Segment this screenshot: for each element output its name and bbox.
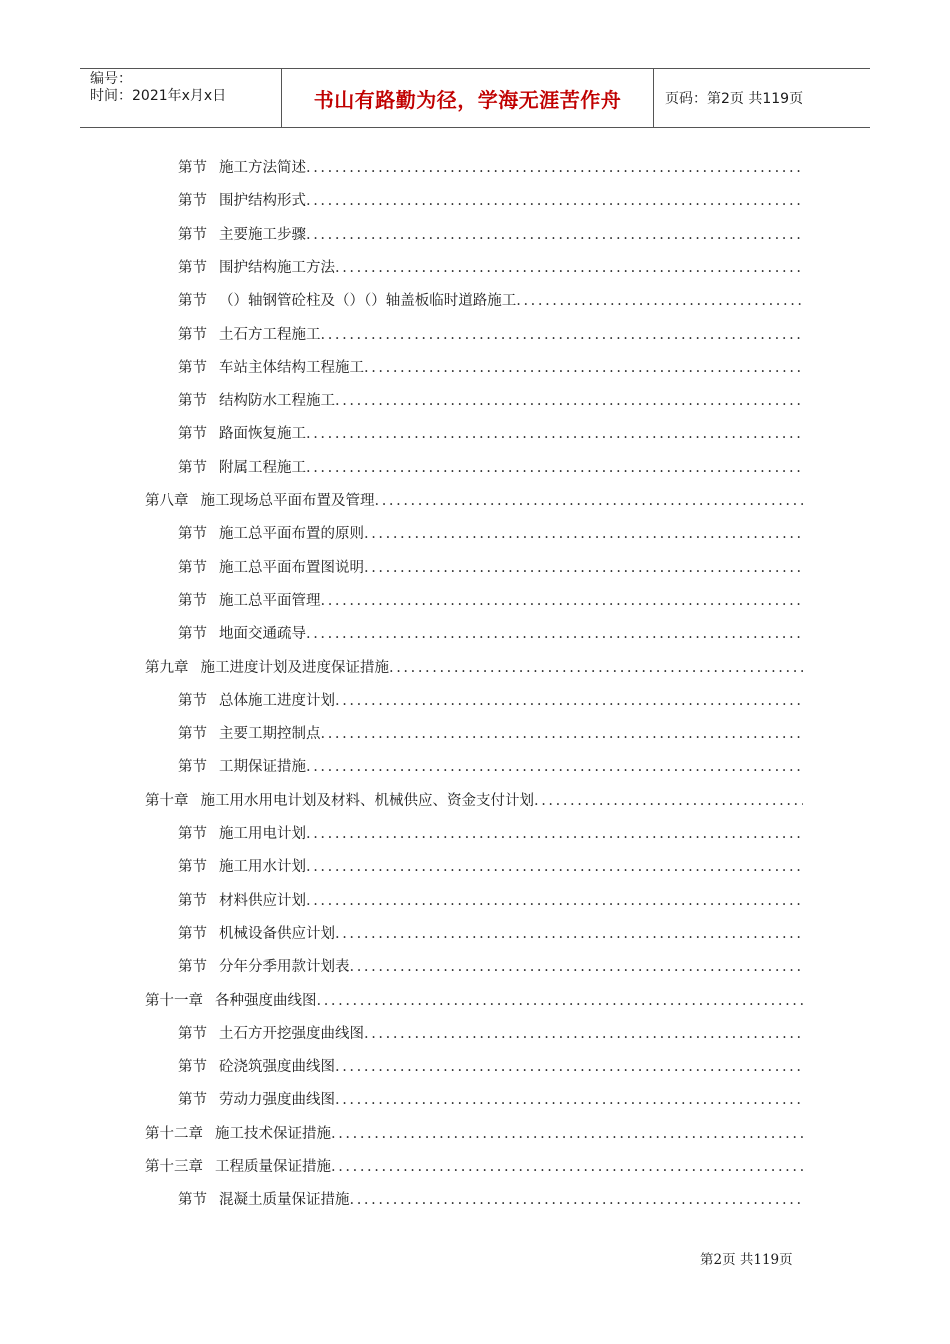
toc-entry-label: 第节 (178, 293, 207, 310)
toc-entry-title: （）轴钢管砼柱及（）（）轴盖板临时道路施工 (219, 293, 517, 310)
toc-dot-leader (364, 524, 803, 544)
toc-dot-leader (306, 891, 803, 911)
toc-dot-leader (364, 358, 803, 378)
toc-entry-title: 路面恢复施工 (219, 426, 306, 443)
toc-entry-title: 施工现场总平面布置及管理 (200, 493, 375, 509)
toc-dot-leader (335, 258, 803, 278)
toc-dot-leader (306, 624, 803, 644)
toc-entry-label: 第节 (178, 226, 207, 243)
toc-dot-leader (306, 458, 803, 478)
toc-entry-label: 第节 (178, 393, 207, 410)
toc-dot-leader (331, 1124, 803, 1144)
header-page-number: 页码：第2页 共119页 (665, 91, 804, 107)
toc-entry-label: 第节 (178, 326, 207, 343)
toc-dot-leader (350, 957, 804, 977)
toc-chapter-entry[interactable] (145, 991, 803, 1011)
toc-entry-label: 第十一章 (145, 992, 203, 1009)
serial-label: 编号： (90, 71, 132, 87)
toc-section-entry[interactable] (178, 524, 803, 544)
toc-entry-label: 第节 (178, 426, 207, 443)
toc-entry-label: 第节 (178, 1192, 207, 1209)
toc-entry-label: 第节 (178, 826, 207, 842)
toc-dot-leader (364, 1024, 803, 1044)
footer-page-number: 第2页 共119页 (700, 1252, 793, 1268)
toc-section-entry[interactable] (178, 1024, 803, 1044)
toc-dot-leader (321, 724, 804, 744)
toc-entry-label: 第节 (178, 859, 207, 876)
header-page-cell (654, 69, 870, 127)
toc-entry-title: 工期保证措施 (219, 759, 306, 776)
toc-section-entry[interactable] (178, 391, 803, 411)
toc-entry-title: 土石方工程施工 (219, 326, 321, 343)
toc-entry-title: 施工总平面布置图说明 (219, 559, 364, 576)
toc-dot-leader (321, 325, 804, 345)
toc-dot-leader (306, 424, 803, 444)
toc-entry-title: 结构防水工程施工 (219, 393, 335, 410)
toc-entry-label: 第节 (178, 959, 207, 976)
toc-dot-leader (306, 191, 803, 211)
toc-entry-label: 第节 (178, 559, 207, 576)
toc-entry-title: 施工技术保证措施 (215, 1125, 331, 1142)
toc-entry-title: 机械设备供应计划 (219, 925, 335, 942)
toc-entry-label: 第节 (178, 259, 207, 276)
toc-entry-title: 围护结构施工方法 (219, 259, 335, 276)
toc-dot-leader (335, 691, 803, 711)
toc-dot-leader (335, 1090, 803, 1110)
motto: 书山有路勤为径，学海无涯苦作舟 (313, 87, 622, 112)
toc-section-entry[interactable] (178, 1190, 803, 1210)
toc-section-entry[interactable] (178, 591, 803, 611)
toc-entry-label: 第十章 (145, 792, 189, 809)
toc-dot-leader (364, 558, 803, 578)
toc-entry-title: 各种强度曲线图 (215, 992, 317, 1009)
toc-entry-title: 分年分季用款计划表 (219, 959, 350, 976)
toc-entry-title: 施工进度计划及进度保证措施 (200, 659, 389, 676)
toc-dot-leader (317, 991, 804, 1011)
toc-dot-leader (306, 824, 803, 844)
toc-section-entry[interactable] (178, 624, 803, 644)
toc-entry-label: 第节 (178, 592, 207, 609)
toc-section-entry[interactable] (178, 957, 803, 977)
toc-entry-title: 劳动力强度曲线图 (219, 1092, 335, 1109)
toc-chapter-entry[interactable] (145, 791, 803, 811)
toc-section-entry[interactable] (178, 924, 803, 944)
toc-entry-label: 第节 (178, 459, 207, 476)
toc-section-entry[interactable] (178, 258, 803, 278)
toc-entry-label: 第节 (178, 1059, 207, 1076)
toc-section-entry[interactable] (178, 1057, 803, 1077)
toc-section-entry[interactable] (178, 691, 803, 711)
toc-entry-title: 施工总平面布置的原则 (219, 526, 364, 543)
toc-section-entry[interactable] (178, 225, 803, 245)
toc-entry-label: 第八章 (145, 493, 189, 509)
toc-entry-label: 第节 (178, 193, 207, 210)
toc-section-entry[interactable] (178, 325, 803, 345)
toc-dot-leader (516, 291, 803, 311)
toc-section-entry[interactable] (178, 857, 803, 877)
toc-section-entry[interactable] (178, 458, 803, 478)
toc-dot-leader (306, 158, 803, 178)
header-meta (80, 69, 281, 127)
toc-entry-title: 附属工程施工 (219, 459, 306, 476)
toc-dot-leader (306, 857, 803, 877)
toc-section-entry[interactable] (178, 424, 803, 444)
toc-entry-title: 土石方开挖强度曲线图 (219, 1025, 364, 1042)
toc-section-entry[interactable] (178, 891, 803, 911)
toc-entry-label: 第节 (178, 759, 207, 776)
toc-section-entry[interactable] (178, 358, 803, 378)
toc-dot-leader (306, 757, 803, 777)
toc-dot-leader (335, 391, 803, 411)
toc-entry-title: 施工方法简述 (219, 160, 306, 176)
toc-chapter-entry[interactable] (145, 658, 803, 678)
toc-section-entry[interactable] (178, 158, 803, 178)
toc-entry-label: 第十三章 (145, 1159, 203, 1175)
toc-entry-label: 第九章 (145, 659, 189, 676)
toc-entry-title: 材料供应计划 (219, 892, 306, 909)
toc-entry-title: 施工用水用电计划及材料、机械供应、资金支付计划 (200, 792, 534, 809)
toc-entry-title: 主要施工步骤 (219, 226, 306, 243)
toc-dot-leader (306, 225, 803, 245)
toc-entry-label: 第十二章 (145, 1125, 203, 1142)
toc-section-entry[interactable] (178, 757, 803, 777)
toc-chapter-entry[interactable] (145, 1124, 803, 1144)
toc-entry-label: 第节 (178, 892, 207, 909)
toc-dot-leader (350, 1190, 804, 1210)
toc-entry-label: 第节 (178, 626, 207, 643)
toc-entry-title: 施工用水计划 (219, 859, 306, 876)
toc-entry-title: 围护结构形式 (219, 193, 306, 210)
page-header (80, 68, 870, 128)
toc-section-entry[interactable] (178, 291, 803, 311)
toc-dot-leader (335, 1057, 803, 1077)
toc-entry-label: 第节 (178, 526, 207, 543)
toc-section-entry[interactable] (178, 558, 803, 578)
toc-entry-label: 第节 (178, 925, 207, 942)
toc-entry-label: 第节 (178, 692, 207, 709)
toc-chapter-entry[interactable] (145, 491, 803, 511)
toc-entry-title: 车站主体结构工程施工 (219, 359, 364, 376)
toc-chapter-entry[interactable] (145, 1157, 803, 1177)
header-motto-cell (281, 69, 654, 127)
toc-entry-label: 第节 (178, 160, 207, 176)
toc-section-entry[interactable] (178, 824, 803, 844)
toc-dot-leader (534, 791, 803, 811)
toc-section-entry[interactable] (178, 724, 803, 744)
toc-dot-leader (389, 658, 803, 678)
toc-dot-leader (335, 924, 803, 944)
toc-entry-label: 第节 (178, 1092, 207, 1109)
toc-entry-label: 第节 (178, 359, 207, 376)
toc-section-entry[interactable] (178, 1090, 803, 1110)
toc-entry-title: 总体施工进度计划 (219, 692, 335, 709)
toc-entry-title: 混凝土质量保证措施 (219, 1192, 350, 1209)
toc-entry-title: 砼浇筑强度曲线图 (219, 1059, 335, 1076)
toc-entry-title: 施工用电计划 (219, 826, 306, 842)
toc-dot-leader (331, 1157, 803, 1177)
time-label: 时间：2021年x月x日 (90, 88, 227, 104)
toc-entry-label: 第节 (178, 726, 207, 743)
toc-section-entry[interactable] (178, 191, 803, 211)
toc-entry-title: 主要工期控制点 (219, 726, 321, 743)
toc-entry-title: 地面交通疏导 (219, 626, 306, 643)
toc-entry-title: 工程质量保证措施 (215, 1159, 331, 1175)
toc-entry-label: 第节 (178, 1025, 207, 1042)
toc-dot-leader (375, 491, 804, 511)
toc-dot-leader (321, 591, 804, 611)
toc-entry-title: 施工总平面管理 (219, 592, 321, 609)
